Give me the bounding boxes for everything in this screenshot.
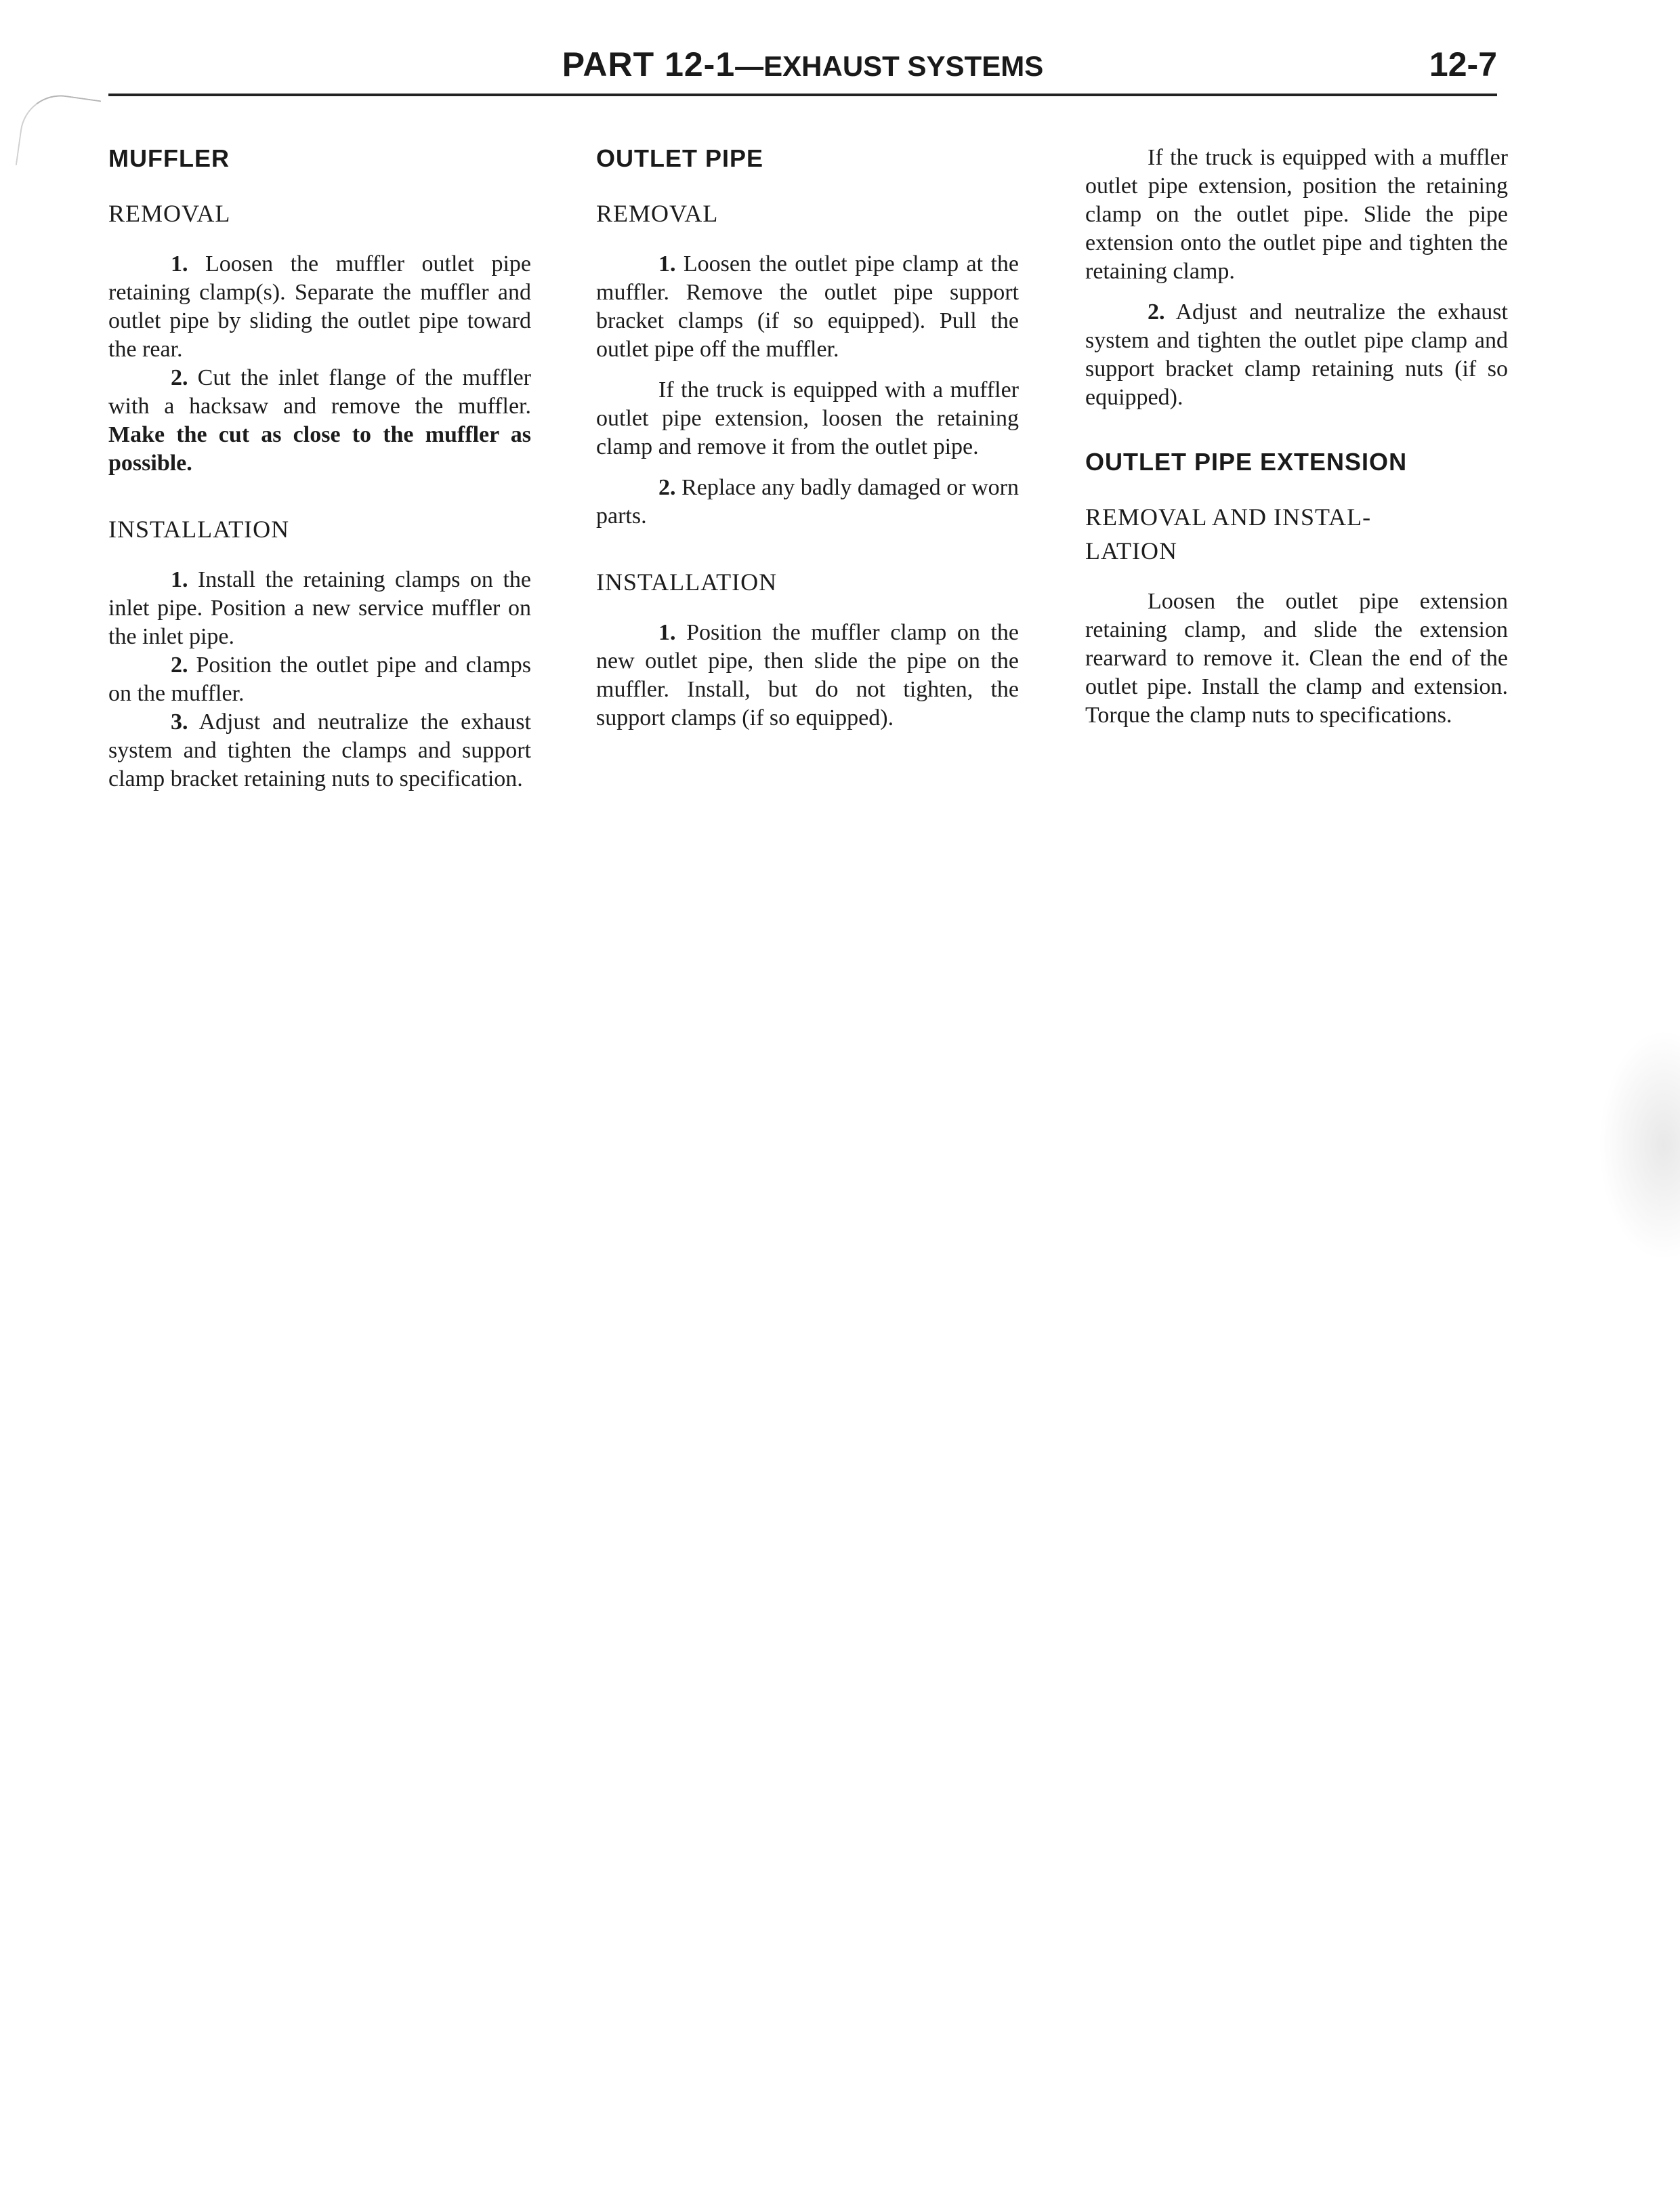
muffler-removal-step-2: 2. Cut the inlet flange of the muffler with a hacksaw and remove the muffler. Make the cut as close to the muffler as possible. xyxy=(108,365,531,476)
header-title xyxy=(108,45,1497,84)
outlet-install-note: If the truck is equipped with a muffler outlet pipe extension, position the retaining clamp on the outlet pipe. Slide the pipe extension onto the outlet pipe and tighten the retaining clamp. xyxy=(1085,145,1508,284)
subheading-extension-removal-installation: REMOVAL AND INSTAL- LATION xyxy=(1085,503,1372,564)
muffler-install-step-3: 3. Adjust and neutralize the exhaust system and tighten the clamps and support clamp bracket retaining nuts to specification. xyxy=(108,709,531,791)
outlet-removal-note: If the truck is equipped with a muffler outlet pipe extension, loosen the retaining clamp and remove it from the outlet pipe. xyxy=(596,377,1019,459)
muffler-cut-warning: Make the cut as close to the muffler as possible. xyxy=(108,421,531,476)
header-section-title: —EXHAUST SYSTEMS xyxy=(735,50,1044,82)
muffler-install-step-1: 1. Install the retaining clamps on the inlet pipe. Position a new service muffler on the inlet pipe. xyxy=(108,566,531,649)
outlet-install-step-2: 2. Adjust and neutralize the exhaust system and tighten the outlet pipe clamp and support bracket clamp retaining nuts (if so equipped). xyxy=(1085,300,1508,410)
column-muffler xyxy=(108,144,531,793)
column-outlet-extension xyxy=(1085,144,1508,730)
page-number: 12-7 xyxy=(1429,45,1497,83)
subheading-outlet-removal: REMOVAL xyxy=(596,200,719,228)
column-outlet-pipe xyxy=(596,144,1019,732)
page-corner-mark xyxy=(16,90,101,176)
section-heading-outlet-pipe-extension: OUTLET PIPE EXTENSION xyxy=(1085,448,1408,476)
section-heading-outlet-pipe: OUTLET PIPE xyxy=(596,144,764,172)
outlet-install-step-1: 1. Position the muffler clamp on the new outlet pipe, then slide the pipe on the muffler. Install, but do not tighten, the support clamps (if so equipped). xyxy=(596,619,1019,730)
header-part-prefix: PART xyxy=(562,45,665,83)
section-heading-muffler: MUFFLER xyxy=(108,144,230,172)
header-part-number: 12-1 xyxy=(665,45,736,83)
header-rule xyxy=(108,94,1497,96)
page-header xyxy=(108,42,1497,91)
subheading-muffler-removal: REMOVAL xyxy=(108,200,231,228)
outlet-removal-step-2: 2. Replace any badly damaged or worn parts. xyxy=(596,474,1019,529)
subheading-outlet-installation: INSTALLATION xyxy=(596,568,778,596)
muffler-removal-step-1: 1. Loosen the muffler outlet pipe retaining clamp(s). Separate the muffler and outlet pipe by sliding the outlet pipe toward the rear. xyxy=(108,251,531,362)
extension-procedure-text: Loosen the outlet pipe extension retaining clamp, and slide the extension rearward to remove it. Clean the end of the outlet pipe. Install the clamp and extension. Torque the clamp nuts to specifications. xyxy=(1085,588,1508,728)
scan-smudge xyxy=(1599,1030,1680,1260)
outlet-removal-step-1: 1. Loosen the outlet pipe clamp at the muffler. Remove the outlet pipe support bracket clamps (if so equipped). Pull the outlet pipe off the muffler. xyxy=(596,251,1019,362)
muffler-install-step-2: 2. Position the outlet pipe and clamps on the muffler. xyxy=(108,652,531,706)
subheading-muffler-installation: INSTALLATION xyxy=(108,515,290,543)
